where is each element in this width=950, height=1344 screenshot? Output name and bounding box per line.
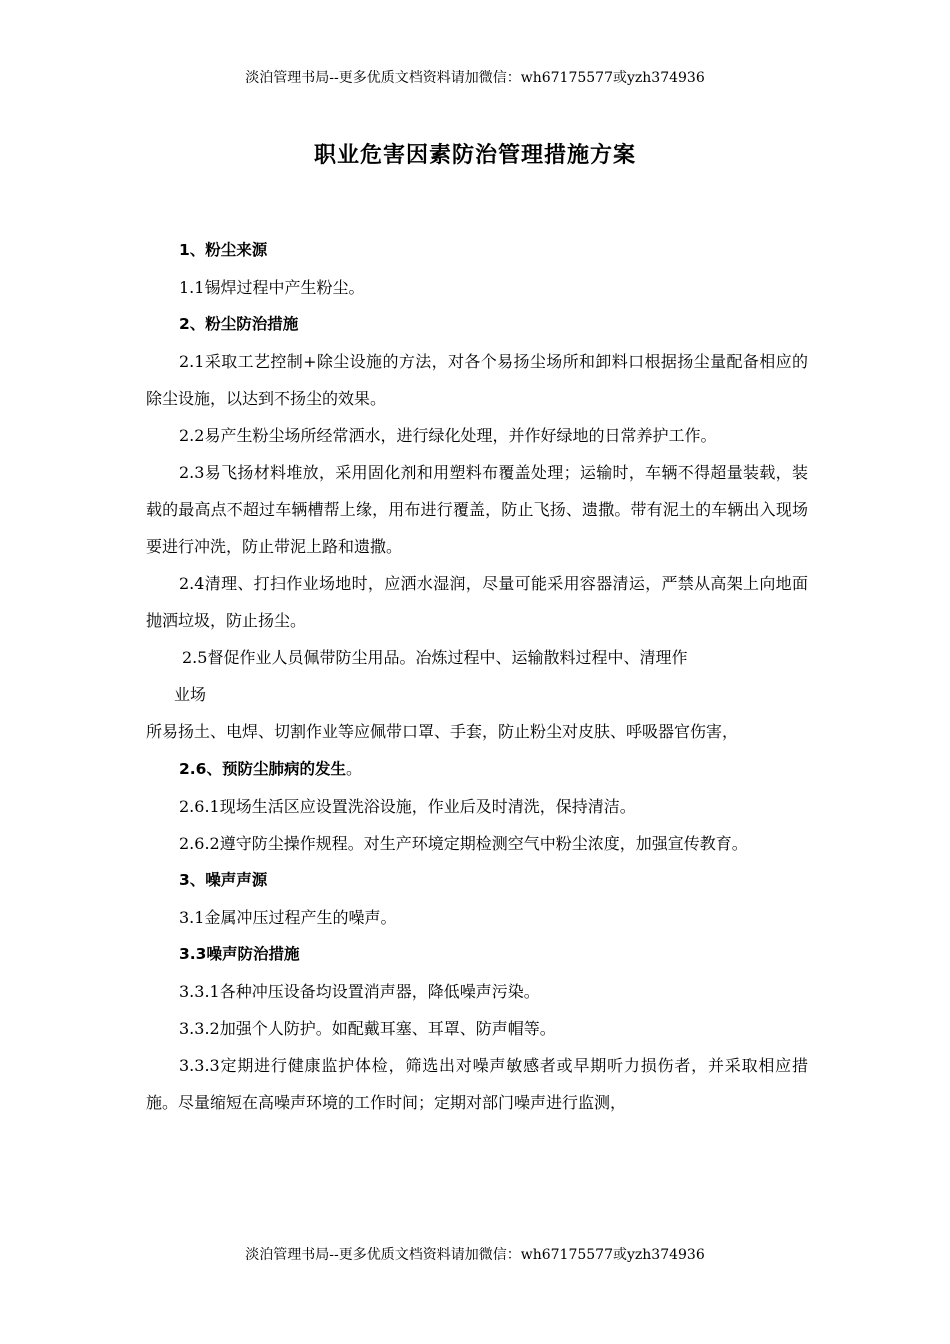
- section-heading: [146, 750, 808, 788]
- paragraph: 2.4清理、打扫作业场地时，应洒水湿润，尽量可能采用容器清运，严禁从高架上向地面抛洒垃圾，防止扬尘。: [146, 574, 808, 630]
- paragraph: 3.3.2加强个人防护。如配戴耳塞、耳罩、防声帽等。: [179, 1019, 556, 1038]
- paragraph: 业场: [174, 685, 207, 704]
- section-heading: 2、粉尘防治措施: [179, 315, 299, 333]
- paragraph: 2.3易飞扬材料堆放，采用固化剂和用塑料布覆盖处理；运输时，车辆不得超量装载，装载的最高点不超过车辆槽帮上缘，用布进行覆盖，防止飞扬、遗撒。带有泥土的车辆出入现场要进行冲洗，防止带泥上路和遗撒。: [146, 463, 808, 556]
- document-body: [146, 232, 808, 1121]
- paragraph: 2.1采取工艺控制+除尘设施的方法，对各个易扬尘场所和卸料口根据扬尘量配备相应的除尘设施，以达到不扬尘的效果。: [146, 352, 808, 408]
- section-heading: 3、噪声声源: [179, 871, 268, 889]
- document-title: 职业危害因素防治管理措施方案: [313, 143, 636, 168]
- section-heading-text: 2.6、预防尘肺病的发生: [179, 760, 346, 778]
- paragraph: 1.1锡焊过程中产生粉尘。: [179, 278, 365, 297]
- paragraph: 2.6.1现场生活区应设置洗浴设施，作业后及时清洗，保持清洁。: [179, 797, 636, 816]
- paragraph: 2.6.2遵守防尘操作规程。对生产环境定期检测空气中粉尘浓度，加强宣传教育。: [179, 834, 748, 853]
- paragraph: 2.2易产生粉尘场所经常洒水，进行绿化处理，并作好绿地的日常养护工作。: [179, 426, 717, 445]
- page-header: 淡泊管理书局--更多优质文档资料请加微信：wh67175577或yzh374936: [245, 70, 705, 86]
- section-heading: 1、粉尘来源: [179, 241, 268, 259]
- paragraph: 3.3.1各种冲压设备均设置消声器，降低噪声污染。: [179, 982, 540, 1001]
- paragraph: 2.5督促作业人员佩带防尘用品。冶炼过程中、运输散料过程中、清理作: [182, 648, 688, 667]
- paragraph: 3.1金属冲压过程产生的噪声。: [179, 908, 397, 927]
- paragraph: 所易扬土、电焊、切割作业等应佩带口罩、手套，防止粉尘对皮肤、呼吸器官伤害，: [146, 722, 739, 741]
- heading-punctuation: 。: [345, 759, 362, 778]
- section-heading: 3.3噪声防治措施: [179, 945, 300, 963]
- paragraph: 3.3.3定期进行健康监护体检，筛选出对噪声敏感者或早期听力损伤者，并采取相应措施。尽量缩短在高噪声环境的工作时间；定期对部门噪声进行监测，: [146, 1056, 808, 1112]
- page-footer: 淡泊管理书局--更多优质文档资料请加微信：wh67175577或yzh374936: [245, 1247, 705, 1263]
